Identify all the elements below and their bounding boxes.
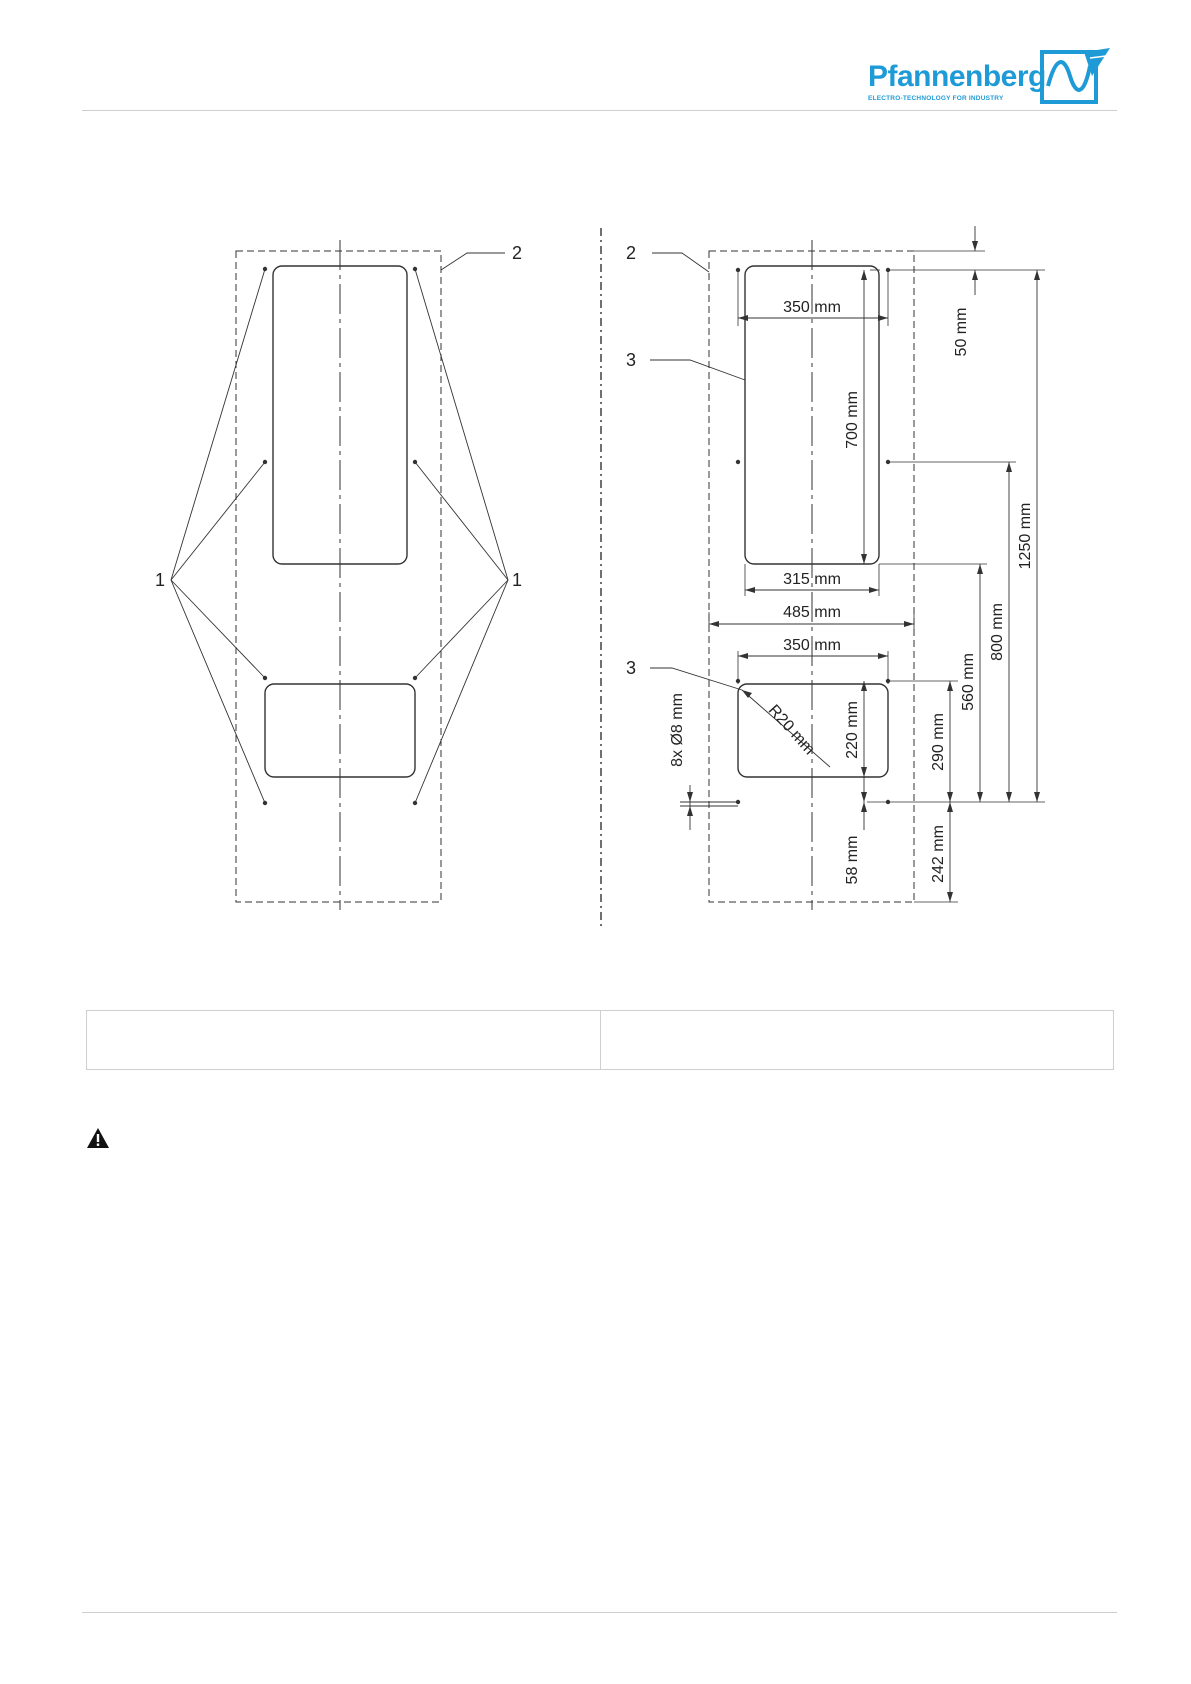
dim-top-width: 350 mm: [783, 299, 841, 316]
caption-cell-left: [87, 1011, 601, 1069]
left-outline-dashed: [236, 251, 441, 902]
caption-table: [86, 1010, 1114, 1070]
dim-base-offset: 242 mm: [930, 825, 947, 883]
dim-total-height: 1250 mm: [1017, 502, 1034, 570]
right-bottom-cutout: [738, 684, 888, 777]
dim-bottom-cutout-height: 290 mm: [930, 713, 947, 771]
right-callout-3-top: 3: [626, 350, 637, 370]
dim-top-offset: 50 mm: [953, 307, 970, 357]
dim-mid-height: 800 mm: [989, 603, 1006, 661]
right-view: [650, 226, 1045, 910]
dim-bottom-offset: 58 mm: [844, 835, 861, 885]
dim-top-height: 700 mm: [844, 391, 861, 449]
warning-triangle-icon: [86, 1127, 110, 1149]
left-callout-1: 1: [155, 570, 166, 590]
dim-top-inner-width: 315 mm: [783, 571, 841, 588]
dim-bottom-height: 220 mm: [844, 701, 861, 759]
right-callout-3-bottom: 3: [626, 658, 637, 678]
dim-bottom-width: 350 mm: [783, 637, 841, 654]
left-callout-1-right: 1: [512, 570, 523, 590]
dim-holes: 8x Ø8 mm: [669, 693, 686, 767]
caption-cell-right: [601, 1011, 1114, 1069]
dim-radius: R20 mm: [764, 701, 818, 759]
logo-tagline: ELECTRO-TECHNOLOGY FOR INDUSTRY: [868, 95, 1004, 102]
dim-overall-width: 485 mm: [783, 604, 841, 621]
right-callout-2: 2: [626, 243, 637, 263]
left-callout-2: 2: [512, 243, 523, 263]
dim-lower-height: 560 mm: [960, 653, 977, 711]
footer-divider: [82, 1612, 1117, 1613]
left-view: [171, 240, 508, 910]
logo-brand: Pfannenberg: [868, 60, 1046, 93]
